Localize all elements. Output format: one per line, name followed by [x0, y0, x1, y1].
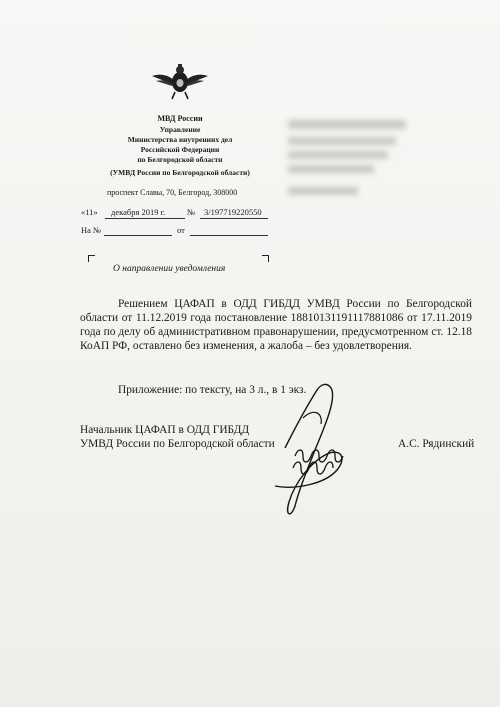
reg-date-underline: [105, 218, 185, 219]
on-date-underline: [190, 235, 268, 236]
handwritten-signature-icon: [255, 378, 365, 528]
org-name-line3: Министерства внутренних дел: [127, 135, 233, 144]
org-name-line2: Управление: [159, 125, 201, 134]
decision-paragraph: Решением ЦАФАП в ОДД ГИБДД УМВД России по Белгородской области от 11.12.2019 года постановление 18810131191117881086 от 17.11.2019 года по делу об административном правонарушении, предусмотренном ст. 12.18 КоАП РФ, оставлено без изменения, а жалоба – без удовлетворения.: [80, 298, 472, 352]
corner-bracket-right: [262, 255, 269, 262]
org-address: проспект Славы, 70, Белгород, 308000: [107, 188, 238, 197]
on-number-label: На №: [81, 225, 102, 235]
on-number-underline: [104, 235, 172, 236]
attachment-note: Приложение: по тексту, на 3 л., в 1 экз.: [118, 384, 307, 396]
reg-day: «11»: [81, 207, 98, 217]
reg-number-underline: [200, 218, 268, 219]
org-short-name: (УМВД России по Белгородской области): [110, 168, 250, 177]
signer-name: А.С. Рядинский: [398, 438, 475, 450]
reg-number: 3/197719220550: [204, 207, 262, 217]
signer-position-line2: УМВД России по Белгородской области: [80, 438, 275, 450]
reg-date: декабря 2019 г.: [111, 207, 166, 217]
corner-bracket-left: [88, 255, 95, 262]
signer-position-line1: Начальник ЦАФАП в ОДД ГИБДД: [80, 424, 250, 436]
reg-number-label: №: [187, 207, 196, 217]
org-name-line1: МВД России: [157, 114, 203, 123]
subject-line: О направлении уведомления: [113, 264, 226, 274]
mvd-emblem-icon: [150, 62, 210, 102]
org-name-line5: по Белгородской области: [137, 155, 223, 164]
org-name-line4: Российской Федерации: [140, 145, 220, 154]
on-date-label: от: [177, 225, 185, 235]
